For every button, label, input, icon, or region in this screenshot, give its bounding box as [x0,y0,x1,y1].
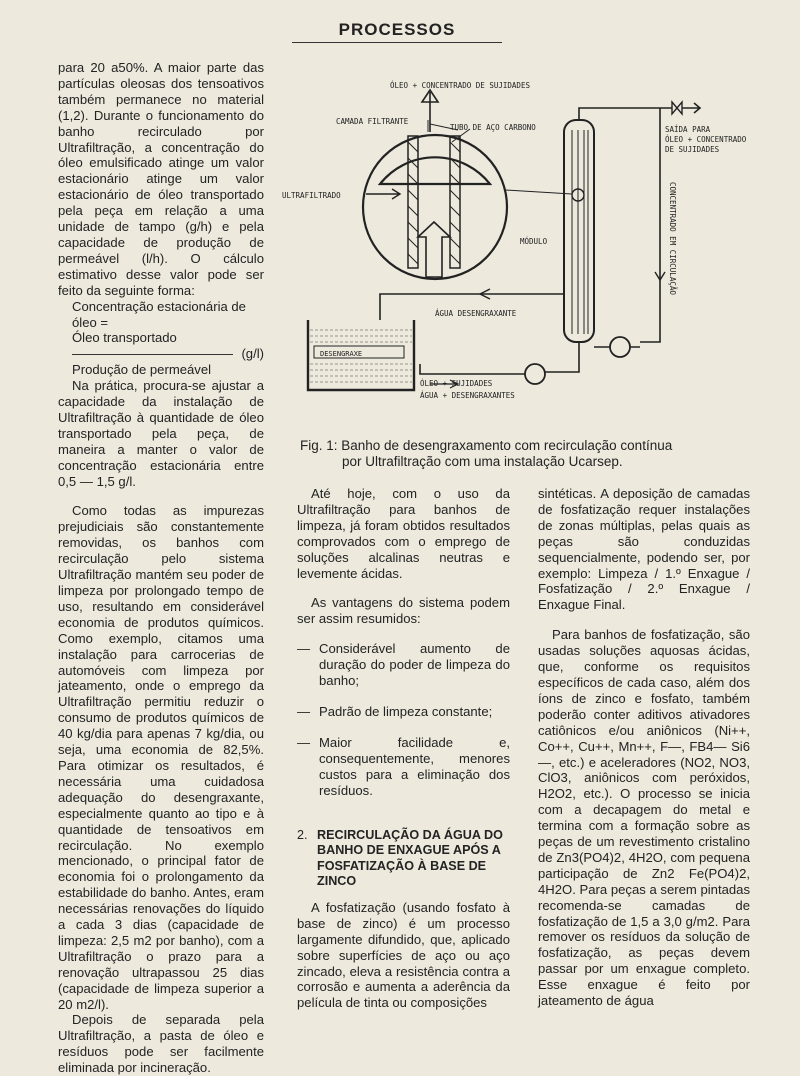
formula-unit: (g/l) [241,346,264,362]
page-title: PROCESSOS [338,20,456,39]
list-item: — Maior facilidade e, consequentemente, menores custos para a eliminação dos resíduos. [297,734,510,798]
section-heading: 2. RECIRCULAÇÃO DA ÁGUA DO BANHO DE ENXAGUE APÓS A FOSFATIZAÇÃO À BASE DE ZINCO [297,827,503,889]
label-top: ÓLEO + CONCENTRADO DE SUJIDADES [390,81,530,90]
col2-paragraph-2: As vantagens do sistema podem ser assim resumidos: [297,595,510,627]
label-saida: SAÍDA PARA ÓLEO + CONCENTRADO DE SUJIDADES [665,125,747,154]
caption-line-2: por Ultrafiltração com uma instalação Ucarsep. [342,454,623,469]
label-agua-desengraxantes: ÁGUA + DESENGRAXANTES [420,391,515,400]
advantages-list [297,641,510,798]
col3-paragraph-1: sintéticas. A deposição de camadas de fosfatização requer instalações de zonas múltiplas, pelas quais as peças são conduzidas sequencialmente, podendo ser, por exemplo: Limpeza / 1.º Enxague / Fosfatização / 2.º Enxague / Enxague Final. [538,486,750,613]
label-ultrafiltrado: ULTRAFILTRADO [282,191,341,200]
column-right [538,486,750,1009]
label-desengraxe: DESENGRAXE [320,350,363,358]
label-agua: ÁGUA DESENGRAXANTE [435,309,517,318]
formula-denominator: Produção de permeável [72,362,212,378]
col3-paragraph-2: Para banhos de fosfatização, são usadas soluções aquosas ácidas, que, conforme os requisitos específicos de cada caso, além dos íons de zinco e fosfato, também poderão conter aditivos ativadores catiônicos e/ou aniônicos (Ni++, Co++, Cu++, Mn++, F—, FB4— Si6—, etc.) e aceleradores (NO2, NO3, ClO3, aniônicos com peróxidos, H2O2, etc.). O processo se inicia com a decapagem do metal e termina com a formação sobre as peças de um revestimento cristalino de Zn3(PO4)2, 4H2O, com pequena participação de Zn2 Fe(PO4)2, 4H2O. Para peças a serem pintadas recomenda-se camadas de fosfatização de 1,5 a 3,0 g/m2. Para remover os resíduos da solução de fosfatização, as peças devem passar por um enxague completo. Esse enxague é feito por jateamento de água [538,627,750,1009]
label-tubo: TUBO DE AÇO CARBONO [450,123,536,132]
col1-paragraph-1: para 20 a50%. A maior parte das partículas oleosas dos tensoativos também permanece no material (1,2). Durante o funcionamento do banho recirculado por Ultrafiltração, a concentração do óleo emulsificado atinge um valor estacionário atinge um valor estacionário de óleo transportado pela peça em relação a uma unidade de tampo (g/h) e pela capacidade de produção de permeável (l/h). O cálculo estimativo desse valor pode ser feito da seguinte forma: [58,60,264,298]
figure-caption [300,438,740,470]
col1-paragraph-3: Como todas as impurezas prejudiciais são constantemente removidas, os banhos com recirculação pelo sistema Ultrafiltração mantém seu poder de limpeza por prolongado tempo de uso, resultando em considerável economia de produtos químicos. Como exemplo, citamos uma instalação para carrocerias de automóveis com limpeza por jateamento, onde o emprego da Ultrafiltração permitiu reduzir o consumo de produtos químicos de 40 kg/dia para apenas 7 kg/dia, ou seja, uma economia de 82,5%. Para otimizar os resultados, é necessária uma cuidadosa adequação do desengraxante, especialmente quanto ao tipo e à quantidade de tensoativos em recirculação. No exemplo mencionado, o principal fator de economia foi o prolongamento da estabilidade do banho. Antes, eram necessárias renovações do líquido a cada 3 dias (capacidade de limpeza: 2,5 m2 por banho), com a Ultrafiltração o prazo para a renovação ultrapassou 25 dias (capacidade de limpeza superior a 20 m2/l). [58,503,264,1012]
label-modulo: MÓDULO [520,237,548,246]
list-item: — Padrão de limpeza constante; [297,703,493,719]
fraction-bar [58,346,264,362]
caption-line-1: Fig. 1: Banho de desengraxamento com recirculação contínua [300,438,673,453]
process-diagram [280,72,770,412]
column-left [58,60,264,1076]
column-middle [297,486,510,1011]
header-rule [292,42,502,43]
col1-paragraph-4: Depois de separada pela Ultrafiltração, a pasta de óleo e resíduos pode ser facilmente eliminada por incineração. [58,1012,264,1076]
list-item: — Considerável aumento de duração do poder de limpeza do banho; [297,641,510,689]
formula-numerator: Óleo transportado [72,330,177,346]
formula-line-1: Concentração estacionária de [72,298,246,314]
label-concentrado: CONCENTRADO EM CIRCULAÇÃO [668,182,677,295]
label-camada: CAMADA FILTRANTE [336,117,409,126]
label-oleo-sujidades: ÓLEO + SUJIDADES [420,379,493,388]
col2-paragraph-3: A fosfatização (usando fosfato à base de zinco) é um processo largamente difundido, que, aplicado sobre superfícies de aço ou aço zincado, eleva a resistência contra a corrosão e aumenta a aderência da película de tinta ou composições [297,899,510,1011]
col1-paragraph-2: Na prática, procura-se ajustar a capacidade da instalação de Ultrafiltração à quantidade de óleo transportado pela peça, de maneira a manter o valor de concentração estacionária entre 0,5 — 1,5 g/l. [58,378,264,489]
col2-paragraph-1: Até hoje, com o uso da Ultrafiltração para banhos de limpeza, já foram obtidos resultados comprovados com o emprego de soluções alcalinas neutras e levemente ácidas. [297,486,510,581]
formula-line-2: óleo = [72,314,109,330]
